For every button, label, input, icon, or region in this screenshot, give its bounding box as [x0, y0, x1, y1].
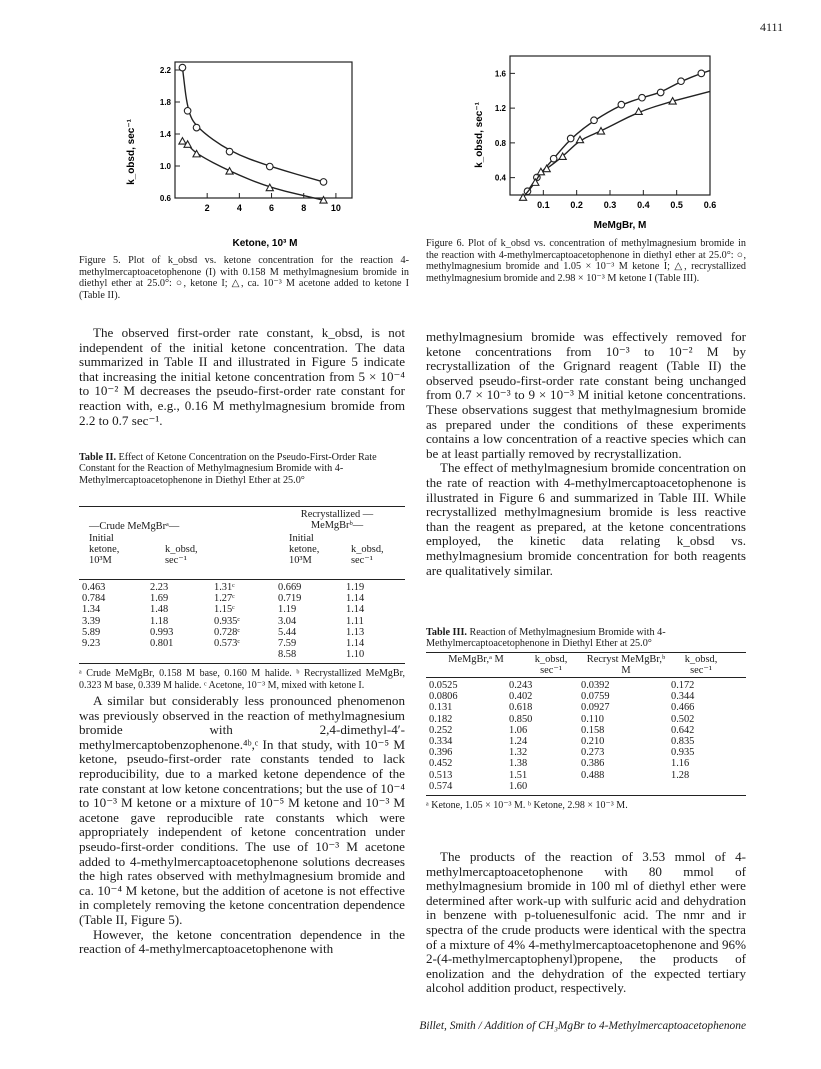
- table3-h4: k_obsd, sec⁻¹: [684, 654, 718, 677]
- data-point-circle: [639, 94, 646, 101]
- table3-title: Table III. Reaction of Methylmagnesium Bromide with 4-Methylmercaptoacetophenone in Diethyl Ether at 25.0°: [426, 627, 666, 650]
- data-point-triangle: [179, 138, 186, 144]
- table3-cell: 0.243: [509, 680, 533, 691]
- figure6-chart: [470, 50, 720, 235]
- table2-cell: 0.935ᶜ: [214, 615, 241, 627]
- table2-cell: 3.04: [278, 615, 297, 627]
- table2-cell: 8.58: [278, 649, 297, 661]
- table3-cell: 0.172: [671, 680, 695, 691]
- table3-cell: 1.28: [671, 769, 690, 781]
- y-tick-label: 0.4: [494, 173, 506, 183]
- table2-cell: 1.14: [346, 638, 365, 650]
- y-tick-label: 1.0: [159, 162, 171, 171]
- table2-h2: k_obsd, sec⁻¹: [165, 544, 198, 567]
- table2-body: [79, 582, 399, 660]
- x-tick-label: 10: [330, 203, 341, 213]
- table3-cell: 0.466: [671, 702, 695, 714]
- table3-h2: k_obsd, sec⁻¹: [534, 654, 568, 677]
- table3-row: [426, 758, 730, 769]
- x-tick-label: 8: [301, 203, 307, 213]
- x-tick-label: 0.5: [670, 200, 683, 210]
- table3-cell: 0.618: [509, 702, 533, 714]
- table3-cell: 0.252: [429, 724, 453, 736]
- y-tick-label: 1.8: [159, 98, 171, 107]
- table3-cell: 0.386: [581, 758, 605, 770]
- table2-group2: Recrystallized —MeMgBrᵇ—: [300, 509, 374, 532]
- table2-row: [79, 604, 399, 615]
- table3-cell: 0.110: [581, 713, 604, 725]
- page-number: 4111: [760, 20, 784, 34]
- table3-cell: 0.210: [581, 736, 605, 748]
- table2-cell: 1.19: [346, 582, 365, 593]
- x-tick-label: 0.6: [703, 200, 717, 210]
- data-point-circle: [567, 135, 574, 142]
- figure5-caption: Figure 5. Plot of k_obsd vs. ketone concentration for the reaction 4-methylmercaptoacetophenone (I) with 0.158 M methylmagnesium bromide in diethyl ether at 25.0°: ○, ketone I; △, ca. 10⁻³ M acetone added to ketone I (Table II).: [79, 255, 409, 301]
- figure6-xlabel: MeMgBr, M: [593, 220, 647, 231]
- table3-cell: 0.344: [671, 691, 695, 703]
- table2-cell: [211, 649, 275, 660]
- table2-cell: 0.784: [82, 593, 106, 605]
- table3-cell: 0.158: [581, 724, 605, 736]
- table2-h1: Initial ketone, 10³M: [89, 533, 120, 567]
- table2-row: [79, 638, 399, 649]
- y-tick-label: 1.4: [159, 130, 171, 139]
- table3-row: [426, 691, 730, 702]
- table3-h1: MeMgBr,ᵃ M: [448, 654, 504, 665]
- table3-cell: 0.0927: [581, 702, 610, 714]
- table3-cell: 0.0806: [429, 691, 458, 703]
- running-footer: Billet, Smith / Addition of CH₃MgBr to 4-Methylmercaptoacetophenone: [419, 1020, 746, 1032]
- table2-cell: 1.11: [346, 615, 364, 627]
- table3-cell: 0.835: [671, 736, 695, 748]
- data-point-circle: [226, 148, 233, 155]
- x-tick-label: 0.3: [603, 200, 617, 210]
- table2-title: Table II. Effect of Ketone Concentration on the Pseudo-First-Order Rate Constant for the Reaction of Methylmagnesium Bromide with 4-Methylmercaptoacetophenone in Diethyl Ether at 25.0°: [79, 452, 377, 486]
- data-point-circle: [657, 89, 664, 96]
- table2-cell: 1.15ᶜ: [214, 604, 235, 616]
- table2-cell: 9.23: [82, 638, 101, 650]
- data-point-circle: [591, 117, 598, 124]
- data-point-triangle: [597, 128, 604, 134]
- left-para-1: The observed first-order rate constant, k_obsd, is not independent of the initial ketone concentration. The data summarized in Table II and illustrated in Figure 5 indicate that increasing the initial ketone concentration from 5 × 10⁻⁴ to 10⁻² M decreases the pseudo-first-order rate constant for reaction with, e.g., 0.16 M methylmagnesium bromide from 2.2 to 0.7 sec⁻¹.: [79, 325, 405, 428]
- table2-cell: 1.69: [150, 593, 169, 605]
- table3-cell: 1.24: [509, 736, 528, 748]
- table3-cell: 0.396: [429, 747, 453, 759]
- table3-cell: 1.60: [509, 780, 528, 792]
- table2-cell: 2.23: [150, 582, 169, 593]
- table2-cell: 0.719: [278, 593, 302, 605]
- table2-cell: 0.993: [150, 626, 174, 638]
- data-point-circle: [179, 64, 186, 71]
- table2-cell: 1.48: [150, 604, 169, 616]
- table3-h3: Recryst MeMgBr,ᵇ M: [586, 654, 666, 677]
- figure5-xlabel: Ketone, 10³ M: [232, 238, 298, 249]
- table2-cell: 0.463: [82, 582, 106, 593]
- table3-cell: 0.334: [429, 736, 453, 748]
- table2-cell: 1.10: [346, 649, 365, 661]
- series-circle-curve: [182, 68, 323, 182]
- right-para-1: methylmagnesium bromide was effectively removed for ketone concentrations from 10⁻³ to 10⁻² M by recrystallization of the Grignard reagent (Table II) the observed pseudo-first-order rate constant being unchanged from 0.7 × 10⁻³ to 9 × 10⁻³ M initial ketone concentrations. These observations suggest that methylmagnesium bromide as prepared under the conditions of these experiments contains a low concentration of a reactive species which can be at least partially removed by recrystallization. The effect of methylmagnesium bromide concentration on the rate of reaction with 4-methylmercaptoacetophenone is illustrated in Figure 6 and summarized in Table III. While recrystallized methylmagnesium bromide is less reactive than the reagent as prepared, at the ketone concentrations employed, the kinetic data relating k_obsd vs. methylmagnesium bromide concentration for both reagents are qualitatively similar.: [426, 329, 746, 578]
- table2-cell: 5.44: [278, 626, 297, 638]
- table2-cell: 7.59: [278, 638, 297, 650]
- figure5-chart: [120, 52, 360, 252]
- table2-row: [79, 582, 399, 593]
- table3-cell: 0.574: [429, 780, 453, 792]
- table2-h3: Initial ketone, 10³M: [289, 533, 320, 567]
- table3-row: [426, 736, 730, 747]
- data-point-circle: [266, 163, 273, 170]
- table3-row: [426, 770, 730, 781]
- table3-cell: 1.06: [509, 724, 528, 736]
- series-triangle-curve: [182, 141, 323, 200]
- table3-cell: 0.488: [581, 769, 605, 781]
- table3-cell: 0.0392: [581, 680, 610, 691]
- table2-cell: 1.19: [278, 604, 297, 616]
- table3-cell: 0.0525: [429, 680, 458, 691]
- table2-cell: 1.31ᶜ: [214, 582, 235, 593]
- table2-group1: —Crude MeMgBrᵃ—: [89, 521, 180, 532]
- table3-cell: [578, 781, 668, 792]
- table3-cell: 0.513: [429, 769, 453, 781]
- figure6-ylabel: k_obsd, sec⁻¹: [474, 102, 485, 168]
- table3-row: [426, 781, 730, 792]
- y-tick-label: 1.2: [494, 104, 506, 114]
- table2-h4: k_obsd, sec⁻¹: [351, 544, 384, 567]
- figure6-caption: Figure 6. Plot of k_obsd vs. concentration of methylmagnesium bromide in the reaction with 4-methylmercaptoacetophenone in diethyl ether at 25.0°: ○, methylmagnesium bromide and 1.05 × 10⁻³ M ketone I; △, recrystallized methylmagnesium bromide and 2.98 × 10⁻³ M ketone I (Table III).: [426, 238, 746, 284]
- data-point-circle: [320, 179, 327, 186]
- y-tick-label: 2.2: [159, 66, 171, 75]
- table2-cell: 0.573ᶜ: [214, 638, 241, 650]
- table2-cell: [147, 649, 211, 660]
- table3-cell: 0.273: [581, 747, 605, 759]
- table2-row: [79, 649, 399, 660]
- table3-row: [426, 747, 730, 758]
- table2: [79, 506, 405, 691]
- x-tick-label: 0.4: [637, 200, 650, 210]
- table3-cell: 0.131: [429, 702, 453, 714]
- table3-cell: 1.51: [509, 769, 528, 781]
- figure5-ylabel: k_obsd, sec⁻¹: [126, 119, 137, 185]
- table3-cell: 1.38: [509, 758, 528, 770]
- data-point-circle: [678, 78, 685, 85]
- x-tick-label: 0.2: [570, 200, 583, 210]
- data-point-circle: [698, 70, 705, 77]
- table3-cell: 0.850: [509, 713, 533, 725]
- data-point-circle: [184, 108, 191, 115]
- table2-row: [79, 616, 399, 627]
- table3-body: [426, 680, 730, 792]
- table2-footnote: ᵃ Crude MeMgBr, 0.158 M base, 0.160 M halide. ᵇ Recrystallized MeMgBr, 0.323 M base, 0.339 M halide. ᶜ Acetone, 10⁻³ M, mixed with ketone I.: [79, 668, 405, 691]
- left-para-2: A similar but considerably less pronounced phenomenon was previously observed in the reaction of methylmagnesium bromide with 2,4-dimethyl-4′-methylmercaptobenzophenone.⁴ᵇ,ᶜ In that study, with 10⁻⁵ M ketone, pseudo-first-order rate constants tended to lack reproducibility, due to a marked ketone dependence of the rate constant at low ketone concentrations; but the use of 10⁻⁴ to 10⁻³ M ketone or a mixture of 10⁻⁵ M ketone and 10⁻³ M acetone gave reproducible rate constants which were appropriately independent of ketone concentration under pseudo-first-order conditions. The use of 10⁻³ M acetone added to 4-methylmercaptoacetophenone solutions decreases the high rates observed with methylmagnesium bromide and ca. 10⁻⁴ M ketone, but the addition of acetone is not effective in completely removing the ketone concentration dependence (Table II, Figure 5). However, the ketone concentration dependence in the reaction of 4-methylmercaptoacetophenone with: [79, 693, 405, 957]
- table3-row: [426, 714, 730, 725]
- right-para-3: The products of the reaction of 3.53 mmol of 4-methylmercaptoacetophenone with 80 mmol of methylmagnesium bromide in 100 ml of diethyl ether were determined after work-up with sulfuric acid and dehydration in benzene with p-toluenesulfonic acid. The nmr and ir spectra of the crude products were identical with the spectra of a mixture of 4% 4-methylmercaptoacetophenone and 96% 2-(4-methylmercaptophenyl)propene, the products of enolization and the dehydration of the expected tertiary alcohol addition product, respectively.: [426, 849, 746, 996]
- table2-cell: 0.669: [278, 582, 302, 593]
- table3-cell: 0.935: [671, 747, 695, 759]
- table2-cell: 5.89: [82, 626, 101, 638]
- data-point-circle: [193, 124, 200, 131]
- table2-cell: 0.801: [150, 638, 174, 650]
- table3: [426, 652, 746, 811]
- table2-cell: 1.27ᶜ: [214, 593, 235, 605]
- table3-footnote: ᵃ Ketone, 1.05 × 10⁻³ M. ᵇ Ketone, 2.98 × 10⁻³ M.: [426, 800, 628, 812]
- data-point-triangle: [226, 168, 233, 174]
- table3-cell: 0.182: [429, 713, 453, 725]
- table3-cell: 0.452: [429, 758, 453, 770]
- x-tick-label: 4: [236, 203, 242, 213]
- series-circle-curve: [528, 71, 711, 192]
- table3-cell: [668, 781, 730, 792]
- table3-cell: 1.16: [671, 758, 690, 770]
- y-tick-label: 1.6: [494, 69, 506, 79]
- x-tick-label: 6: [269, 203, 275, 213]
- table3-row: [426, 680, 730, 691]
- x-tick-label: 2: [204, 203, 210, 213]
- table2-row: [79, 627, 399, 638]
- table2-row: [79, 593, 399, 604]
- table2-cell: 1.18: [150, 615, 169, 627]
- table2-cell: [79, 649, 147, 660]
- data-point-circle: [618, 101, 625, 108]
- table3-row: [426, 725, 730, 736]
- x-tick-label: 0.1: [537, 200, 550, 210]
- table2-cell: 1.14: [346, 604, 365, 616]
- y-tick-label: 0.6: [159, 194, 171, 203]
- y-tick-label: 0.8: [494, 138, 506, 148]
- table3-row: [426, 702, 730, 713]
- table2-cell: 1.14: [346, 593, 365, 605]
- table3-cell: 1.32: [509, 747, 528, 759]
- table3-cell: 0.642: [671, 724, 695, 736]
- table2-cell: 1.13: [346, 626, 365, 638]
- table2-cell: 0.728ᶜ: [214, 626, 241, 638]
- table3-cell: 0.502: [671, 713, 695, 725]
- table2-cell: 3.39: [82, 615, 101, 627]
- table3-cell: 0.0759: [581, 691, 610, 703]
- table2-cell: 1.34: [82, 604, 101, 616]
- table3-cell: 0.402: [509, 691, 533, 703]
